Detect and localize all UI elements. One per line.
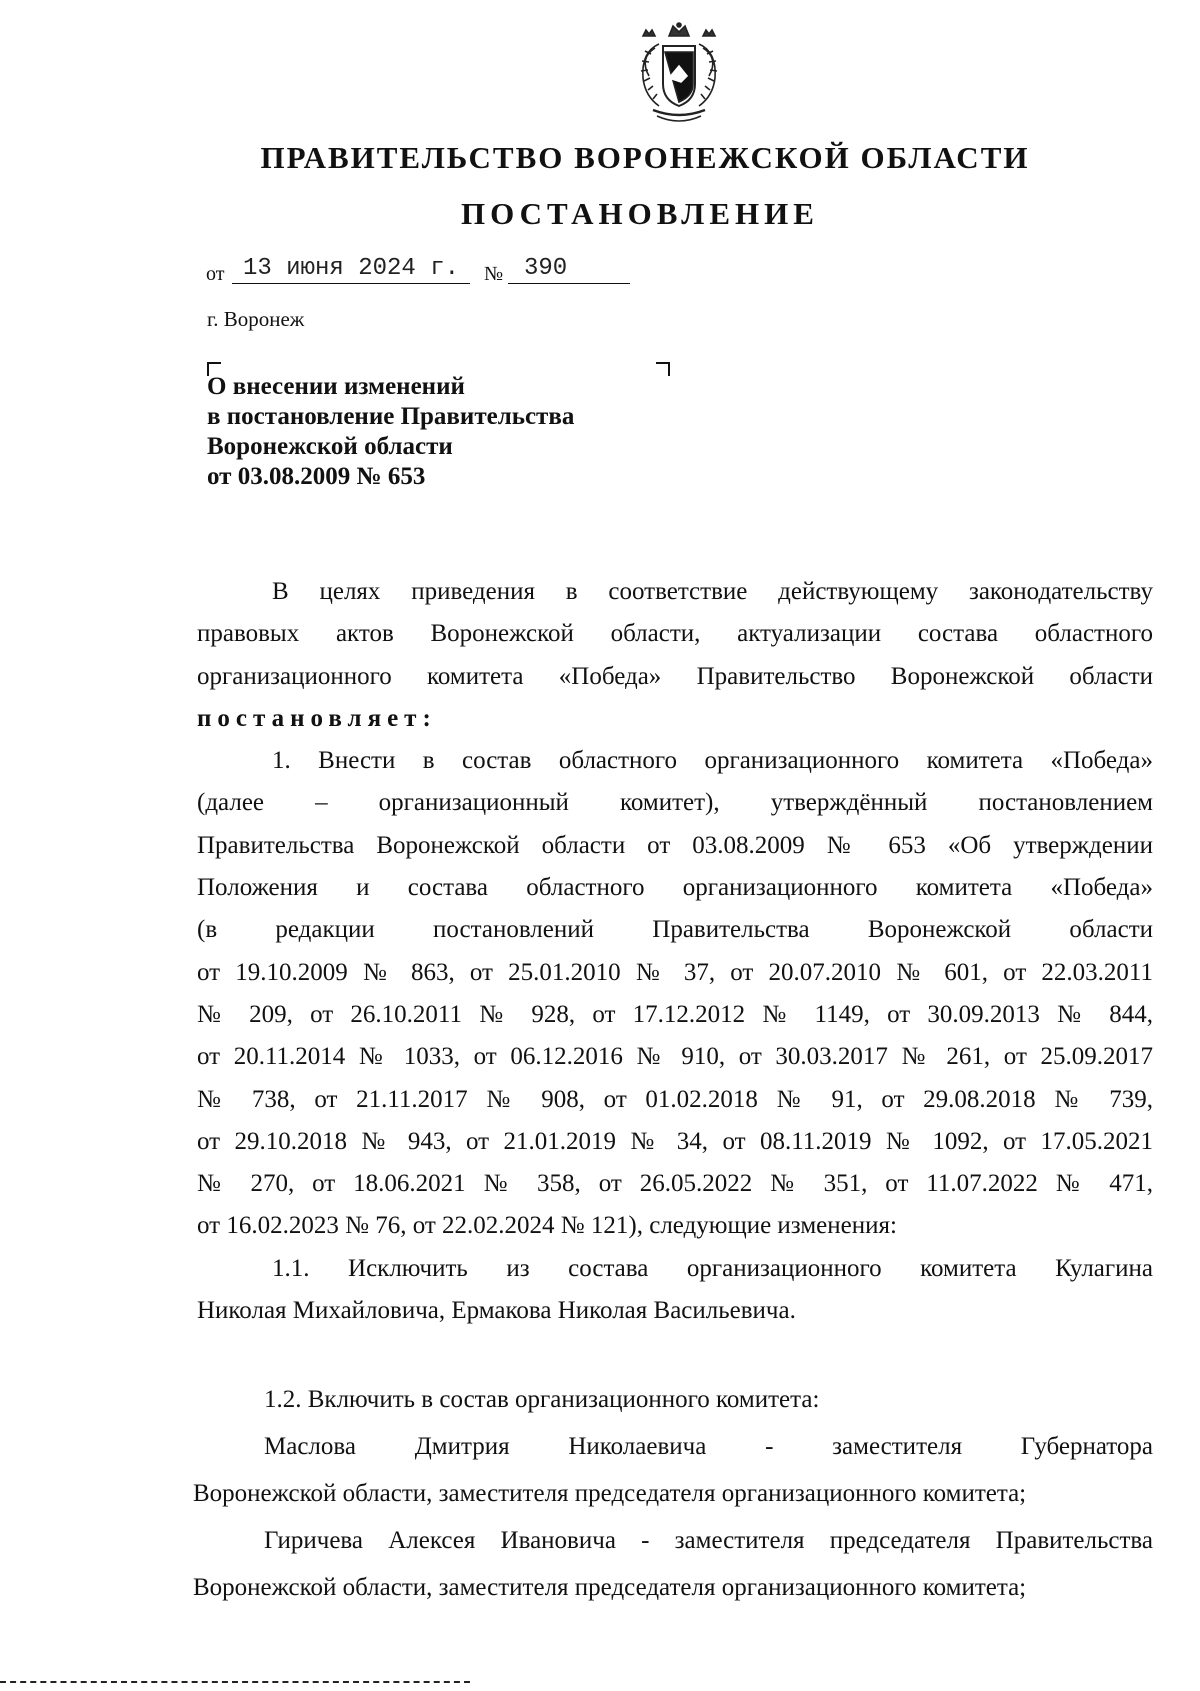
body-line: (далее – организационный комитет), утверждённый постановлением — [197, 789, 1153, 817]
subject-line: О внесении изменений — [207, 373, 465, 400]
body-line: № 209, от 26.10.2011 № 928, от 17.12.2012 № 1149, от 30.09.2013 № 844, — [197, 1000, 1153, 1028]
body-line: Положения и состава областного организационного комитета «Победа» — [197, 874, 1153, 902]
body-line: 1.1. Исключить из состава организационного комитета Кулагина — [272, 1254, 1153, 1282]
body-line: организационного комитета «Победа» Правительство Воронежской области — [197, 662, 1153, 690]
number-label: № — [484, 263, 504, 285]
document-body-members — [193, 1376, 1153, 1611]
body-line: от 29.10.2018 № 943, от 21.01.2019 № 34, от 08.11.2019 № 1092, от 17.05.2021 — [197, 1127, 1153, 1155]
subject-line: Воронежской области — [207, 433, 453, 460]
body-line: № 738, от 21.11.2017 № 908, от 01.02.2018 № 91, от 29.08.2018 № 739, — [197, 1085, 1153, 1113]
body-line: Правительства Воронежской области от 03.08.2009 № 653 «Об утверждении — [197, 831, 1153, 859]
coat-of-arms-emblem — [629, 22, 729, 130]
number-value: 390 — [508, 255, 630, 284]
body-line: Воронежской области, заместителя председателя организационного комитета; — [193, 1574, 1027, 1601]
document-body — [197, 571, 1153, 1332]
subject-heading — [207, 372, 687, 492]
subject-line: в постановление Правительства — [207, 403, 575, 430]
date-label: от — [206, 263, 225, 285]
body-line: от 19.10.2009 № 863, от 25.01.2010 № 37, от 20.07.2010 № 601, от 22.03.2011 — [197, 958, 1153, 986]
body-line: 1.2. Включить в состав организационного комитета: — [264, 1386, 820, 1413]
body-line: правовых актов Воронежской области, актуализации состава областного — [197, 620, 1153, 648]
body-line: Гиричева Алексея Ивановича - заместителя председателя Правительства — [264, 1527, 1153, 1554]
body-line: Николая Михайловича, Ермакова Николая Васильевича. — [197, 1297, 796, 1325]
body-line: В целях приведения в соответствие действующему законодательству — [272, 578, 1153, 605]
organization-title: ПРАВИТЕЛЬСТВО ВОРОНЕЖСКОЙ ОБЛАСТИ — [260, 140, 1030, 175]
decree-word: постановляет: — [197, 704, 437, 732]
body-line: № 270, от 18.06.2021 № 358, от 26.05.2022 № 351, от 11.07.2022 № 471, — [197, 1170, 1153, 1198]
subject-line: от 03.08.2009 № 653 — [207, 463, 426, 490]
city-name: г. Воронеж — [207, 307, 305, 331]
body-line: (в редакции постановлений Правительства Воронежской области — [197, 916, 1153, 944]
body-line: 1. Внести в состав областного организационного комитета «Победа» — [272, 747, 1153, 775]
body-line: от 20.11.2014 № 1033, от 06.12.2016 № 910, от 30.03.2017 № 261, от 25.09.2017 — [197, 1043, 1153, 1071]
page-edge-line — [0, 1681, 470, 1683]
date-value: 13 июня 2024 г. — [232, 255, 470, 284]
body-line: от 16.02.2023 № 76, от 22.02.2024 № 121), следующие изменения: — [197, 1212, 897, 1240]
body-line: Маслова Дмитрия Николаевича - заместителя Губернатора — [264, 1433, 1153, 1460]
document-type-title: ПОСТАНОВЛЕНИЕ — [461, 196, 819, 231]
body-line: Воронежской области, заместителя председателя организационного комитета; — [193, 1480, 1027, 1507]
